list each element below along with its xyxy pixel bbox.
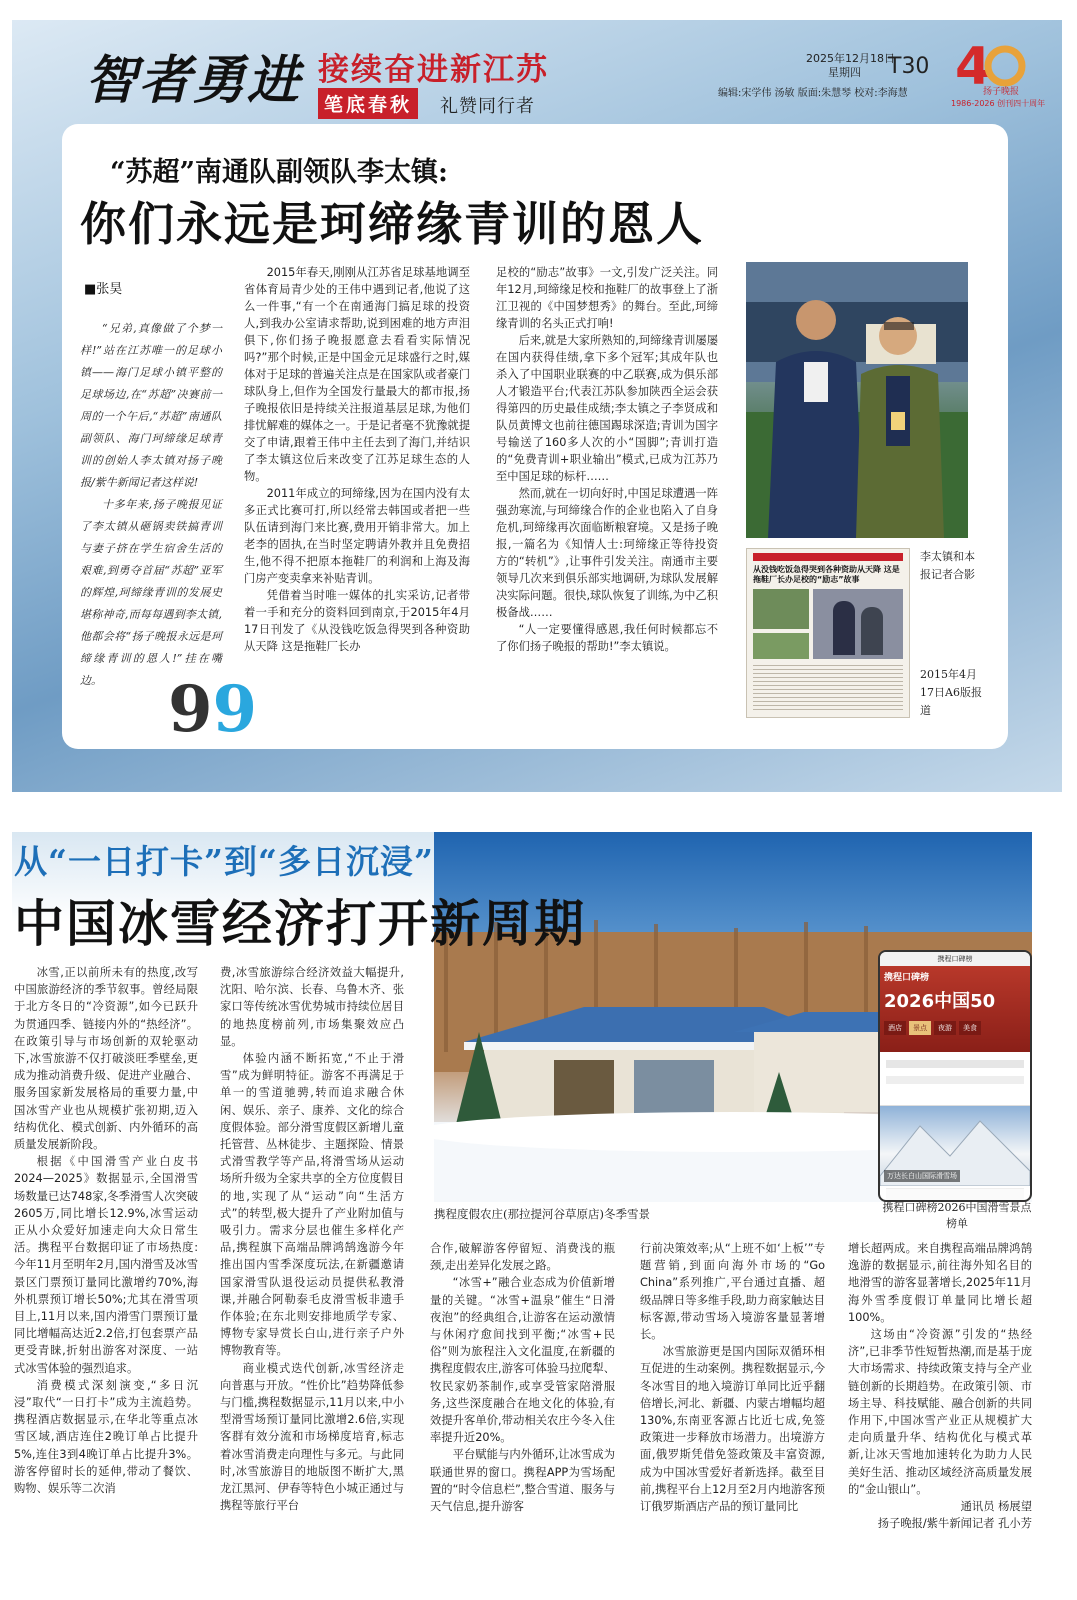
issue-weekday: 星期四	[828, 66, 861, 79]
body-paragraph: 增长超两成。来自携程高端品牌鸿鹄逸游的数据显示,前往海外知名目的地滑雪的游客显著增长,2025年11月海外雪季度假订单量同比增长超100%。	[848, 1242, 1032, 1324]
phone-tab: 美食	[959, 1021, 981, 1035]
body-paragraph: 消费模式深刻演变,“多日沉浸”取代“一日打卡”成为主流趋势。携程酒店数据显示,在华北等重点冰雪区域,酒店连住2晚订单占比提升5%,连住3到4晚订单占比提升3%。游客停留时长的延伸,带动了餐饮、购物、娱乐等二次消	[14, 1378, 198, 1496]
article2-column-1	[14, 964, 198, 1497]
body-paragraph: 商业模式迭代创新,冰雪经济走向普惠与开放。“性价比”趋势降低参与门槛,携程数据显示,11月以来,中小型滑雪场预订量同比激增2.6倍,实现客群有效分流和市场梯度培育,标志着冰雪消费走向理性与多元。与此同时,冰雪旅游目的地版图不断扩大,黑龙江黑河、伊春等特色小城正通过与携程等旅行平台	[220, 1361, 404, 1513]
phone-tab-active: 景点	[909, 1021, 931, 1035]
phone-caption: 携程口碑榜2026中国滑雪景点榜单	[882, 1201, 1032, 1230]
masthead-slogan: 接续奋进新江苏	[318, 52, 549, 88]
body-paragraph: 体验内涵不断拓宽,“不止于滑雪”成为鲜明特征。游客不再满足于单一的雪道驰骋,转而追求融合休闲、娱乐、亲子、康养、文化的综合度假体验。部分滑雪度假区新增儿童托管营、丛林徒步、主题探险、情景式滑雪教学等产品,将滑雪场从运动场所升级为全家共享的全方位度假目的地,实现了从“运动”向“生活方式”的转型,极大提升了产业附加值与吸引力。需求分层也催生多样化产品,携程旗下高端品牌鸿鹄逸游今年推出国内雪季深度玩法,在新疆邀请国家滑雪队退役运动员提供私教滑课,并融合阿勒泰毛皮滑雪板非遗手作体验;在东北则安排地质学专家、博物专家导赏长白山,进行亲子户外博物教育等。	[220, 1052, 404, 1358]
newspaper-clipping-2015	[746, 548, 910, 718]
body-paragraph: 冰雪,正以前所未有的热度,改写中国旅游经济的季节叙事。曾经局限于北方冬日的“冷资源”,如今已跃升为贯通四季、链接内外的“热经济”。在政策引导与市场创新的双轮驱动下,冰雪旅游不仅打破淡旺季壁垒,更成为推动消费升级、促进产业融合、服务国家新发展格局的重要力量,中国冰雪产业也从规模扩张初期,迈入结构优化、模式创新、内外循环的高质量发展新阶段。	[14, 966, 198, 1152]
article2-column-2	[220, 964, 404, 1515]
clipping-photo-2	[813, 589, 903, 659]
body-paragraph: 行前决策效率;从“上班不如‘上板’”专题营销,到面向海外市场的“Go China”系列推广,平台通过直播、超级品牌日等多维手段,助力商家触达目标客源,带动雪场入境游客量显著增长。	[640, 1242, 825, 1342]
svg-text:4: 4	[955, 37, 992, 96]
photo-caption: 李太镇和本报记者合影	[920, 550, 975, 581]
article1-intro-quote	[80, 318, 222, 692]
phone-title: 2026中国50	[884, 991, 996, 1012]
date-block	[806, 52, 895, 80]
masthead-calligraphy: 智者勇进	[85, 50, 302, 111]
author-credit-reporter: 扬子晚报/紫牛新闻记者 孔小芳	[877, 1517, 1032, 1531]
clipping-photo-1	[753, 589, 809, 629]
masthead-subtitle: 礼赞同行者	[440, 96, 535, 117]
body-paragraph: 后来,就是大家所熟知的,珂缔缘青训屡屡在国内获得佳绩,拿下多个冠军;其成年队也杀入了中国职业联赛的中乙联赛,成为俱乐部人才锻造平台;代表江苏队参加陕西全运会获得第四的历史最佳成绩;李太镇之子李贤成和队员黄博文也前往德国踢球深造;青训为国字号输送了160多人次的小“国脚”;青训打造的“免费青训+职业输出”模式,已成为江苏乃至中国足球的标杆……	[496, 334, 718, 483]
article1-kicker: “苏超”南通队副领队李太镇:	[110, 157, 449, 188]
svg-text:扬子晚报: 扬子晚报	[983, 87, 1020, 96]
body-paragraph: 平台赋能与内外循环,让冰雪成为联通世界的窗口。携程APP为雪场配置的“时令信息栏”,整合雪道、服务与天气信息,提升游客	[430, 1448, 615, 1514]
phone-header: 携程口碑榜	[880, 952, 1030, 966]
body-paragraph: 然而,就在一切向好时,中国足球遭遇一阵强劲寒流,与珂缔缘合作的企业也陷入了自身危机,珂缔缘再次面临断粮窘境。又是扬子晚报,一篇名为《知情人士:珂缔缘正等待投资方的“转机”》,让事件引发关注。南通市主要领导几次来到俱乐部实地调研,为球队发展解决实际问题。很快,球队恢复了训练,为中乙积极备战……	[496, 487, 718, 619]
clipping-caption: 2015年4月17日A6版报道	[920, 668, 982, 717]
article2-column-5	[848, 1240, 1032, 1532]
author-credit-correspondent: 通讯员 杨展望	[960, 1500, 1032, 1514]
clipping-photo-3	[753, 633, 809, 659]
logo-caption: 1986-2026 创刊四十周年	[951, 99, 1046, 108]
phone-item-name: 万达长白山国际滑雪场	[884, 1170, 960, 1182]
editor-credits: 编辑:宋学伟 汤敏 版面:朱慧琴 校对:李海慧	[718, 88, 908, 99]
anniversary-40-logo-icon	[955, 36, 1027, 96]
phone-banner	[880, 966, 1030, 1052]
article1-byline: ■张昊	[84, 282, 123, 297]
snow-photo-caption: 携程度假农庄(那拉提河谷草原店)冬季雪景	[434, 1207, 650, 1221]
phone-tab: 夜游	[934, 1021, 956, 1035]
phone-screenshot-ranking	[878, 950, 1032, 1202]
article2-kicker: 从“一日打卡”到“多日沉浸”	[14, 842, 434, 881]
column-name-badge: 笔底春秋	[318, 88, 418, 119]
intro-paragraph: 十多年来,扬子晚报见证了李太镇从砸锅卖铁搞青训与妻子挤在学生宿舍生活的艰难,到勇夺首届“苏超”亚军的辉煌,珂缔缘青训的发展史堪称神奇,而每每遇到李太镇,他都会将“扬子晚报永远是珂缔缘青训的恩人!”挂在嘴边。	[80, 498, 222, 687]
phone-tab-row	[884, 1021, 1026, 1035]
body-paragraph: “冰雪+”融合业态成为价值新增量的关键。“冰雪+温泉”催生“日滑夜泡”的经典组合,让游客在运动激情与休闲疗愈间找到平衡;“冰雪+民俗”则为旅程注入文化温度,在新疆的携程度假农庄,游客可体验马拉爬犁、牧民家奶茶制作,或享受管家陪滑服务,这些深度融合在地文化的体验,有效提升客单价,带动相关农庄今冬入住率提升近20%。	[430, 1276, 615, 1445]
clipping-masthead-bar	[753, 553, 903, 561]
body-paragraph: 费,冰雪旅游综合经济效益大幅提升,沈阳、哈尔滨、长春、乌鲁木齐、张家口等传统冰雪优势城市持续位居目的地热度榜前列,市场集聚效应凸显。	[220, 966, 404, 1048]
page-number: T30	[888, 54, 930, 79]
body-paragraph: 冰雪旅游更是国内国际双循环相互促进的生动案例。携程数据显示,今冬冰雪目的地入境游订单同比近乎翻倍增长,河北、新疆、内蒙古增幅均超130%,东南亚客源占比近七成,免签政策进一步释放市场潜力。出境游方面,俄罗斯凭借免签政策及丰富资源,成为中国冰雪爱好者新选择。截至目前,携程平台上12月至2月内地游客预订俄罗斯酒店产品的预订量同比	[640, 1345, 825, 1514]
phone-filter-area	[880, 1060, 1030, 1106]
article2-column-3	[430, 1240, 615, 1515]
photo-li-taizhen-and-reporter	[746, 262, 968, 538]
article1-column-2	[496, 264, 718, 655]
body-paragraph: 2015年春天,刚刚从江苏省足球基地调至省体育局青少处的王伟中遇到记者,他说了这么一件事,“有一个在南通海门搞足球的投资人,到我办公室请求帮助,说到困难的地方声泪俱下,你们扬子晚报愿意去看看实际情况吗?”那个时候,正是中国金元足球盛行之时,媒体对于足球的普遍关注点是在国家队或者豪门球队身上,但作为全国发行量最大的都市报,扬子晚报依旧是持续关注报道基层足球,为他们排忧解难的媒体之一。于是记者毫不犹豫就提交了申请,跟着王伟中主任去到了海门,并结识了李太镇这位后来改变了江苏足球生态的人物。	[244, 266, 470, 483]
body-paragraph: “人一定要懂得感恩,我任何时候都忘不了你们扬子晚报的帮助!”李太镇说。	[496, 623, 718, 653]
article1-headline: 你们永远是珂缔缘青训的恩人	[80, 197, 704, 251]
body-paragraph: 根据《中国滑雪产业白皮书2024—2025》数据显示,全国滑雪场数量已达748家,冬季滑雪人次突破2605万,同比增长12.9%,冰雪运动正从小众爱好加速走向大众日常生活。携程平台数据印证了市场热度:今年11月至明年2月,国内滑雪及冰雪景区门票预订量同比激增约70%,海外机票预订增长50%;尤其在滑雪项目上,11月以来,国内滑雪门票预订量同比增幅高达近2.2倍,打包套票产品更受青睐,折射出游客对深度、一站式冰雪体验的强烈追求。	[14, 1155, 198, 1375]
body-paragraph: 2011年成立的珂缔缘,因为在国内没有太多正式比赛可打,所以经常去韩国或者把一些队伍请到海门来比赛,费用开销非常大。加上老李的固执,在当时坚定聘请外教并且免费招生,他不得不把原本拖鞋厂的利润和上海及海门房产变卖拿来补贴青训。	[244, 487, 470, 585]
body-paragraph: 足校的“励志”故事》一文,引发广泛关注。同年12月,珂缔缘足校和拖鞋厂的故事登上了浙江卫视的《中国梦想秀》的舞台。至此,珂缔缘青训的名头正式打响!	[496, 266, 718, 330]
closing-quote-icon: 99	[168, 672, 258, 747]
intro-paragraph: “兄弟,真像做了个梦一样!”站在江苏唯一的足球小镇——海门足球小镇平整的足球场边,在“苏超”决赛前一周的一个午后,“苏超”南通队副领队、海门珂缔缘足球青训的创始人李太镇对扬子晚报/紫牛新闻记者这样说!	[80, 322, 222, 489]
issue-date: 2025年12月18日	[806, 52, 895, 65]
article2-column-4	[640, 1240, 825, 1515]
clipping-text-lines	[753, 665, 903, 713]
body-paragraph: 凭借着当时唯一媒体的扎实采访,记者带着一手和充分的资料回到南京,于2015年4月17日刊发了《从没钱吃饭急得哭到各种资助从天降 这是拖鞋厂长办	[244, 589, 470, 653]
phone-brand: 携程口碑榜	[884, 973, 930, 983]
anniversary-logo	[955, 36, 1027, 96]
stadium-photo-illustration	[746, 262, 968, 538]
body-paragraph: 这场由“冷资源”引发的“热经济”,已非季节性短暂热潮,而是基于庞大市场需求、持续政策支持与全产业链创新的长期趋势。在政策引领、市场主导、科技赋能、融合创新的共同作用下,中国冰雪产业正从规模扩大走向质量升华、结构优化与模式革新,让冰天雪地加速转化为助力人民美好生活、推动区域经济高质量发展的“金山银山”。	[848, 1328, 1032, 1496]
phone-tab: 酒店	[884, 1021, 906, 1035]
article1-column-1	[244, 264, 470, 655]
body-paragraph: 合作,破解游客停留短、消费浅的瓶颈,走出差异化发展之路。	[430, 1242, 615, 1273]
clipping-headline: 从没钱吃饭急得哭到各种资助从天降 这是拖鞋厂长办足校的“励志”故事	[753, 565, 900, 584]
article2-headline: 中国冰雪经济打开新周期	[14, 895, 586, 953]
phone-ski-photo	[880, 1106, 1030, 1186]
